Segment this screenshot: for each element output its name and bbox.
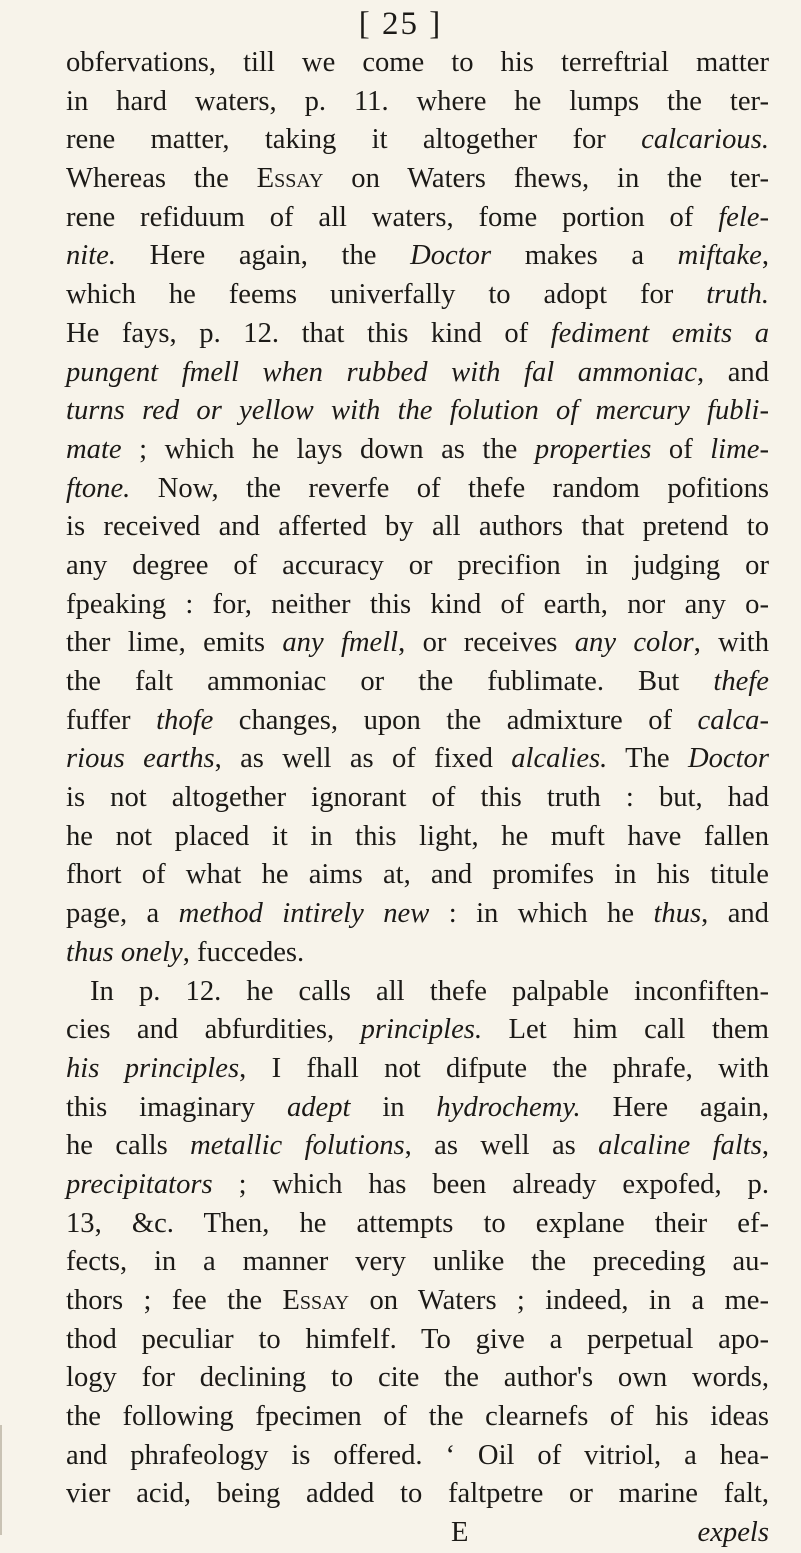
text-line bbox=[66, 1127, 769, 1166]
italic-text: thefe bbox=[713, 666, 769, 697]
text-segment: he calls bbox=[66, 1130, 191, 1162]
italic-text: rious earths bbox=[66, 743, 215, 775]
italic-text: turns red or yellow with the folution of mercury fubli- bbox=[66, 395, 769, 427]
text-line bbox=[66, 237, 769, 276]
italic-text: thus bbox=[653, 898, 702, 930]
text-segment: The bbox=[607, 743, 688, 775]
italic-text: lime- bbox=[710, 433, 769, 465]
text-line bbox=[66, 586, 769, 625]
text-segment: changes, upon the admixture of bbox=[213, 704, 698, 736]
text-line bbox=[66, 1437, 769, 1476]
text-line bbox=[66, 508, 769, 547]
text-segment: obfervations, till we come to his terreftrial matter bbox=[66, 47, 769, 78]
text-segment: on Waters ; indeed, in a me- bbox=[349, 1285, 769, 1316]
text-segment: 13, &c. Then, he attempts to explane their ef- bbox=[66, 1207, 769, 1239]
text-segment: , and bbox=[696, 356, 769, 388]
italic-text: nite. bbox=[66, 240, 117, 272]
text-segment: vier acid, being added to faltpetre or marine falt, bbox=[66, 1478, 769, 1510]
text-segment: in hard waters, p. 11. where he lumps the ter- bbox=[66, 85, 769, 117]
text-segment: this imaginary bbox=[66, 1091, 287, 1123]
text-segment: on Waters fhews, in the ter- bbox=[323, 163, 769, 195]
text-segment: Let him call them bbox=[482, 1014, 769, 1046]
text-segment: fhort of what he aims at, and promifes in his titule bbox=[66, 859, 769, 891]
text-segment: which he feems univerfally to adopt for bbox=[66, 279, 707, 311]
text-segment: of bbox=[651, 433, 711, 465]
text-segment: Now, the reverfe of thefe random pofitions bbox=[130, 472, 769, 504]
text-line bbox=[66, 160, 769, 199]
text-line bbox=[66, 392, 769, 431]
text-segment: fects, in a manner very unlike the preceding au- bbox=[66, 1246, 769, 1278]
text-segment: logy for declining to cite the author's own words, bbox=[66, 1362, 769, 1394]
text-line bbox=[66, 1321, 769, 1360]
italic-text: properties bbox=[534, 433, 652, 465]
text-line bbox=[66, 121, 769, 160]
catchword: expels bbox=[697, 1517, 769, 1549]
italic-text: his principles bbox=[66, 1052, 240, 1084]
italic-text: thus onely bbox=[66, 936, 183, 968]
page-edge-shadow bbox=[0, 1425, 2, 1535]
text-line bbox=[66, 1205, 769, 1244]
text-segment: the falt ammoniac or the fublimate. But bbox=[66, 666, 714, 697]
text-segment: ther lime, emits bbox=[66, 627, 283, 659]
text-line bbox=[66, 856, 769, 895]
text-line bbox=[66, 934, 769, 973]
italic-text: Doctor bbox=[410, 240, 492, 272]
text-line bbox=[66, 895, 769, 934]
text-segment: and phrafeology is offered. ‘ Oil of vitriol, a hea- bbox=[66, 1439, 769, 1471]
text-line bbox=[66, 1282, 769, 1321]
text-segment: makes a bbox=[491, 240, 678, 272]
text-segment: is received and afferted by all authors that pretend to bbox=[66, 511, 769, 543]
text-line bbox=[66, 44, 769, 83]
text-segment: cies and abfurdities, bbox=[66, 1014, 361, 1046]
text-line bbox=[66, 973, 769, 1012]
italic-text: fediment emits a bbox=[550, 317, 769, 349]
text-segment: any degree of accuracy or precifion in judging or bbox=[66, 549, 769, 581]
italic-text: miftake bbox=[677, 240, 762, 272]
text-segment: page, a bbox=[66, 898, 179, 930]
text-segment: ; which has been already expofed, p. bbox=[212, 1168, 769, 1200]
text-line bbox=[66, 431, 769, 470]
text-line bbox=[66, 276, 769, 315]
text-line bbox=[66, 83, 769, 122]
text-line bbox=[66, 354, 769, 393]
italic-text: adept bbox=[286, 1091, 351, 1123]
italic-text: precipitators bbox=[66, 1168, 213, 1200]
text-line bbox=[66, 1243, 769, 1282]
text-segment: rene refiduum of all waters, fome portion of bbox=[66, 201, 719, 233]
text-line bbox=[66, 663, 769, 702]
text-segment: , bbox=[761, 1130, 770, 1162]
italic-text: calcarious. bbox=[641, 124, 769, 156]
text-segment: ; which he lays down as the bbox=[121, 433, 535, 465]
italic-text: Doctor bbox=[687, 743, 769, 775]
page-footer bbox=[66, 1514, 769, 1553]
text-segment: Here again, the bbox=[116, 240, 411, 272]
text-segment: rene matter, taking it altogether for bbox=[66, 124, 642, 156]
body-text bbox=[66, 44, 769, 1553]
text-segment: In p. 12. he calls all thefe palpable inconfiften- bbox=[90, 975, 769, 1007]
italic-text: calca- bbox=[697, 704, 769, 736]
text-line bbox=[66, 470, 769, 509]
italic-text: truth. bbox=[706, 279, 769, 311]
text-line bbox=[66, 547, 769, 586]
italic-text: method intirely new bbox=[178, 898, 430, 930]
text-segment: , as well as bbox=[404, 1130, 599, 1162]
text-segment: he not placed it in this light, he muft have fallen bbox=[66, 820, 769, 852]
text-segment: He fays, p. 12. that this kind of bbox=[66, 317, 551, 349]
text-line bbox=[66, 1050, 769, 1089]
text-line bbox=[66, 315, 769, 354]
italic-text: alcalies. bbox=[511, 743, 608, 775]
signature-mark: E bbox=[451, 1517, 469, 1549]
text-line bbox=[66, 1166, 769, 1205]
text-segment: thors ; fee the bbox=[66, 1285, 283, 1316]
text-segment: Essay bbox=[256, 163, 324, 195]
text-line bbox=[66, 818, 769, 857]
text-segment: , or receives bbox=[398, 627, 575, 659]
italic-text: any color bbox=[574, 627, 694, 659]
page-number-header: [ 25 ] bbox=[358, 6, 443, 42]
italic-text: principles. bbox=[360, 1014, 483, 1046]
text-line bbox=[66, 1359, 769, 1398]
text-line bbox=[66, 740, 769, 779]
text-segment: , and bbox=[701, 898, 769, 930]
text-segment: is not altogether ignorant of this truth : but, had bbox=[66, 782, 769, 814]
text-line bbox=[66, 1475, 769, 1514]
text-segment: Here again, bbox=[580, 1091, 769, 1123]
italic-text: fele- bbox=[718, 201, 769, 233]
italic-text: any fmell bbox=[282, 627, 399, 659]
text-segment: , as well as of fixed bbox=[214, 743, 512, 775]
text-segment: fpeaking : for, neither this kind of earth, nor any o- bbox=[66, 588, 769, 620]
text-line bbox=[66, 1398, 769, 1437]
italic-text: metallic folutions bbox=[190, 1130, 405, 1162]
text-line bbox=[66, 702, 769, 741]
italic-text: hydrochemy. bbox=[436, 1091, 581, 1123]
text-line bbox=[66, 779, 769, 818]
text-line bbox=[66, 1011, 769, 1050]
text-segment: Essay bbox=[282, 1285, 350, 1316]
italic-text: mate bbox=[66, 433, 122, 465]
text-segment: , fuccedes. bbox=[182, 936, 305, 968]
text-segment: , bbox=[761, 240, 769, 272]
text-segment: , I fhall not difpute the phrafe, with bbox=[239, 1052, 769, 1084]
text-segment: the following fpecimen of the clearnefs of his ideas bbox=[66, 1401, 769, 1433]
italic-text: thofe bbox=[156, 704, 214, 736]
text-segment: , with bbox=[693, 627, 769, 659]
text-segment: thod peculiar to himfelf. To give a perpetual apo- bbox=[66, 1323, 769, 1355]
text-segment: : in which he bbox=[429, 898, 654, 930]
text-segment: fuffer bbox=[66, 704, 157, 736]
text-line bbox=[66, 1089, 769, 1128]
text-segment: in bbox=[350, 1091, 437, 1123]
text-line bbox=[66, 199, 769, 238]
italic-text: alcaline falts bbox=[598, 1130, 762, 1162]
text-line bbox=[66, 624, 769, 663]
text-segment: Whereas the bbox=[66, 163, 257, 195]
italic-text: pungent fmell when rubbed with fal ammoniac bbox=[66, 356, 697, 388]
italic-text: ftone. bbox=[66, 472, 131, 504]
